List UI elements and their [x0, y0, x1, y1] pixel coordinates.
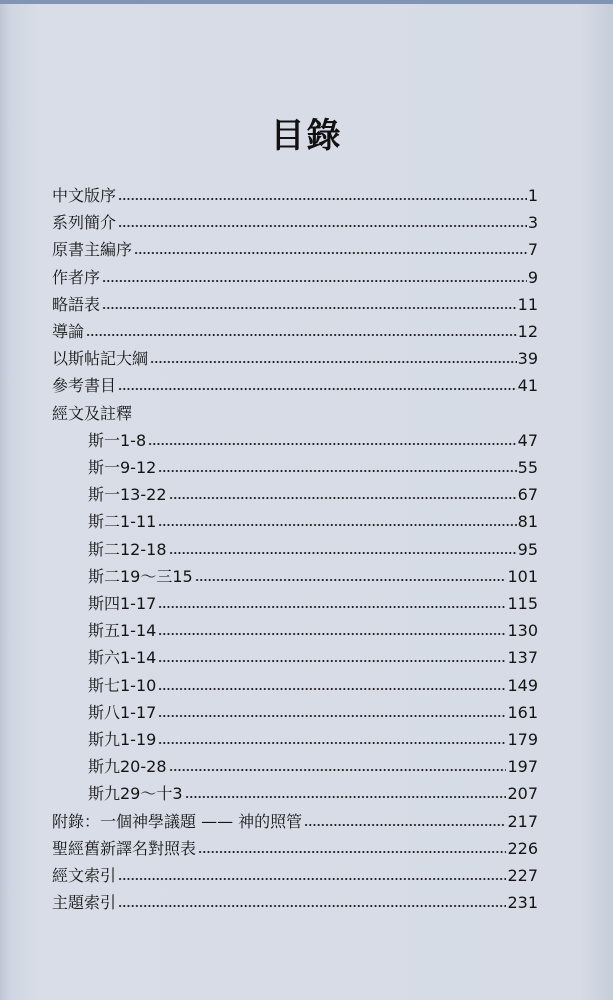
dot-leader [169, 495, 517, 501]
dot-leader [169, 550, 517, 556]
toc-entry[interactable] [52, 344, 538, 370]
dot-leader [150, 359, 517, 365]
toc-entry-label: 以斯帖記大綱 [52, 349, 149, 369]
dot-leader [169, 767, 507, 773]
toc-page-number: 39 [517, 349, 538, 369]
dot-leader [148, 441, 517, 447]
toc-entry-label: 斯七1-10 [88, 675, 157, 695]
page-title: 目錄 [270, 116, 343, 156]
toc-page-number: 12 [517, 322, 538, 341]
toc-page-number: 207 [507, 784, 538, 804]
toc-entry[interactable] [52, 208, 538, 234]
toc-page-number: 47 [517, 430, 538, 450]
dot-leader [118, 196, 527, 202]
toc-entry-label: 系列簡介 [52, 213, 117, 233]
dot-leader [86, 332, 517, 338]
toc-entry[interactable] [52, 834, 538, 860]
dot-leader [158, 522, 516, 528]
toc-page-number: 81 [517, 512, 538, 532]
dot-leader [158, 468, 516, 474]
toc-entry[interactable] [52, 807, 538, 833]
toc-entry-label: 斯二12-18 [88, 539, 167, 559]
toc-entry-label: 斯一9-12 [88, 458, 157, 477]
dot-leader [134, 250, 527, 256]
toc-entry-label: 經文及註釋 [52, 403, 133, 423]
toc-page-number: 41 [517, 376, 538, 396]
toc-page-number: 95 [517, 539, 538, 559]
toc-entry-label: 斯五1-14 [88, 621, 157, 641]
toc-entry[interactable] [52, 317, 538, 343]
toc-entry-label: 斯六1-14 [88, 648, 157, 668]
dot-leader [102, 278, 527, 284]
toc-page-number: 226 [507, 838, 538, 858]
toc-subentry[interactable] [88, 752, 538, 778]
toc-entry-label: 經文索引 [52, 866, 117, 885]
toc-page-number: 101 [507, 566, 538, 586]
dot-leader [118, 223, 527, 229]
toc-page-number: 179 [507, 730, 538, 749]
dot-leader [158, 631, 506, 637]
toc-entry-label: 斯八1-17 [88, 702, 157, 722]
toc-subentry[interactable] [88, 671, 538, 697]
toc-page-number: 7 [527, 240, 538, 260]
toc-entry-label: 斯九29～十3 [88, 784, 183, 804]
toc-subentry[interactable] [88, 616, 538, 642]
toc-entry-label: 中文版序 [52, 186, 117, 205]
toc-entry[interactable] [52, 399, 538, 425]
dot-leader [198, 849, 506, 855]
toc-entry-label: 斯四1-17 [88, 594, 157, 613]
toc-entry-label: 附錄：一個神學議題 —— 神的照管 [52, 811, 303, 831]
dot-leader [118, 903, 506, 909]
toc-entry[interactable] [52, 181, 538, 207]
toc-page-number: 227 [507, 866, 538, 885]
toc-entry-label: 斯一1-8 [88, 430, 147, 450]
toc-entry[interactable] [52, 888, 538, 914]
toc-subentry[interactable] [88, 426, 538, 452]
dot-leader [195, 577, 507, 583]
dot-leader [118, 386, 517, 392]
toc-entry-label: 略語表 [52, 294, 101, 314]
toc-entry-label: 原書主編序 [52, 240, 133, 260]
toc-page-number: 197 [507, 757, 538, 777]
dot-leader [158, 604, 506, 610]
toc-subentry[interactable] [88, 643, 538, 669]
toc-subentry[interactable] [88, 779, 538, 805]
toc-page-number: 115 [507, 594, 538, 613]
top-edge-band [0, 0, 613, 4]
toc-entry-label: 斯二1-11 [88, 512, 157, 532]
toc-entry-label: 聖經舊新譯名對照表 [52, 838, 197, 858]
toc-page-number: 1 [527, 186, 538, 205]
toc-entry-label: 主題索引 [52, 893, 117, 913]
toc-page-number: 231 [507, 893, 538, 913]
toc-page-number: 9 [527, 267, 538, 287]
toc-entry-label: 導論 [52, 322, 85, 341]
toc-page-number: 137 [507, 648, 538, 668]
toc-page-number: 11 [517, 294, 538, 314]
toc-subentry[interactable] [88, 535, 538, 561]
dot-leader [118, 876, 506, 882]
toc-subentry[interactable] [88, 698, 538, 724]
dot-leader [304, 822, 506, 828]
dot-leader [158, 740, 506, 746]
toc-page-number: 217 [507, 811, 538, 831]
toc-subentry[interactable] [88, 589, 538, 615]
toc-page-number: 161 [507, 702, 538, 722]
toc-page-number: 55 [517, 458, 538, 477]
toc-subentry[interactable] [88, 507, 538, 533]
toc-entry-label: 斯九20-28 [88, 757, 167, 777]
toc-subentry[interactable] [88, 725, 538, 751]
toc-entry[interactable] [52, 861, 538, 887]
toc-subentry[interactable] [88, 562, 538, 588]
toc-page-number: 149 [507, 675, 538, 695]
toc-page-number: 130 [507, 621, 538, 641]
toc-entry-label: 斯一13-22 [88, 485, 167, 505]
dot-leader [158, 658, 506, 664]
toc-entry-label: 斯九1-19 [88, 730, 157, 749]
toc-page-number: 67 [517, 485, 538, 505]
toc-entry-label: 參考書目 [52, 376, 117, 396]
toc-entry[interactable] [52, 235, 538, 261]
dot-leader [158, 713, 506, 719]
dot-leader [185, 794, 507, 800]
toc-entry[interactable] [52, 263, 538, 289]
toc-entry-label: 斯二19～三15 [88, 566, 193, 586]
toc-entry[interactable] [52, 290, 538, 316]
toc-page-number: 3 [527, 213, 538, 233]
toc-entry-label: 作者序 [52, 267, 101, 287]
dot-leader [102, 305, 517, 311]
toc-subentry[interactable] [88, 480, 538, 506]
toc-entry[interactable] [52, 371, 538, 397]
dot-leader [158, 686, 506, 692]
toc-subentry[interactable] [88, 453, 538, 479]
